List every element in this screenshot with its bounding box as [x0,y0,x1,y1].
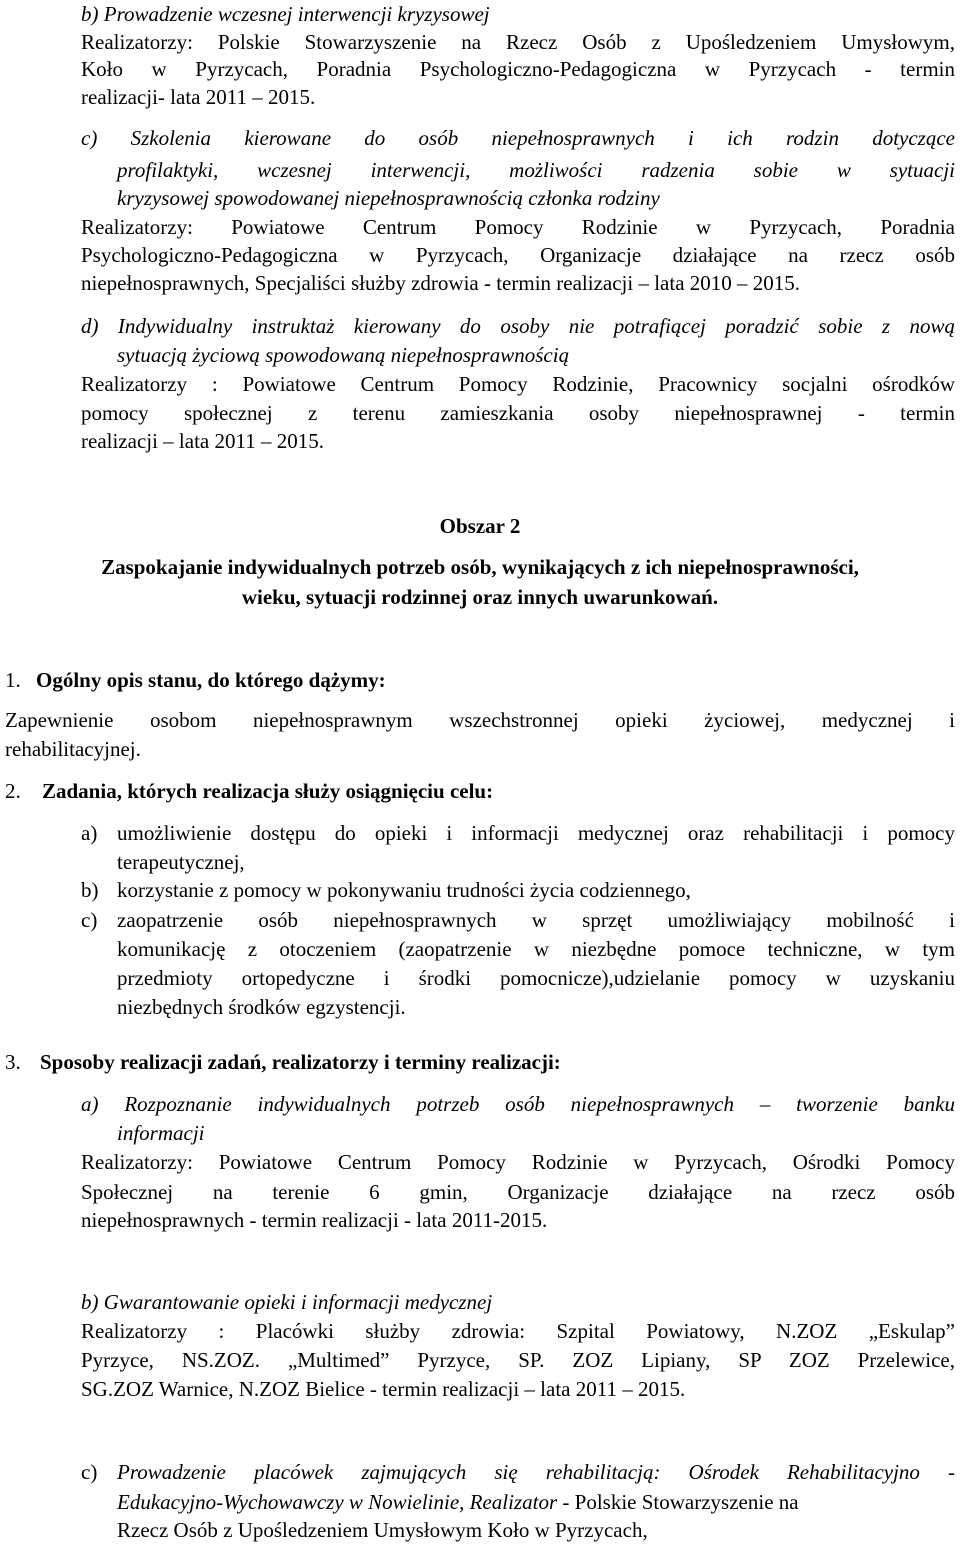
section-b-line-2: Koło w Pyrzycach, Poradnia Psychologiczno-Pedagogiczna w Pyrzycach - termin [81,57,955,81]
task-c-line [117,935,955,963]
method-b-line [81,1346,955,1374]
section-b-line-3: realizacji- lata 2011 – 2015. [81,85,316,109]
method-c-title-2: Edukacyjno-Wychowawczy w Nowielinie, Realizator [117,1490,558,1514]
point-2-heading-line [5,777,493,805]
section-b-line [81,28,955,56]
section-c-line-3: niepełnosprawnych, Specjaliści służby zdrowia - termin realizacji – lata 2010 – 2015. [81,271,801,295]
section-c-line-1: Realizatorzy: Powiatowe Centrum Pomocy Rodzinie w Pyrzycach, Poradnia [81,215,955,239]
task-c-text-1: zaopatrzenie osób niepełnosprawnych w sprzęt umożliwiający mobilność i [117,908,955,932]
method-b-line-3: SG.ZOZ Warnice, N.ZOZ Bielice - termin realizacji – lata 2011 – 2015. [81,1377,686,1401]
task-a-line [117,819,955,847]
section-d-title-1: d) Indywidualny instruktaż kierowany do osoby nie potrafiącej poradzić sobie z nową [81,314,955,338]
method-a-title-line [81,1090,955,1118]
task-c-line [117,964,955,992]
section-d-line-2: pomocy społecznej z terenu zamieszkania osoby niepełnosprawnej - termin [81,401,955,425]
method-b-line-2: Pyrzyce, NS.ZOZ. „Multimed” Pyrzyce, SP. ZOZ Lipiany, SP ZOZ Przelewice, [81,1348,955,1372]
section-d-line [81,399,955,427]
task-c-text-2: komunikację z otoczeniem (zaopatrzenie w niezbędne pomoce techniczne, w tym [117,937,955,961]
task-b-marker: b) [81,878,99,902]
section-c-title-1: c) Szkolenia kierowane do osób niepełnosprawnych i ich rodzin dotyczące [81,126,955,150]
section-c-title-line [117,156,955,184]
method-c-title-1: Prowadzenie placówek zajmujących się rehabilitacją: Ośrodek Rehabilitacyjno - [117,1460,955,1484]
method-a-title-1: a) Rozpoznanie indywidualnych potrzeb osób niepełnosprawnych – tworzenie banku [81,1092,955,1116]
task-a-text-2: terapeutycznej, [117,850,245,874]
area-heading: Obszar 2 [439,514,521,538]
section-c-title-line [81,124,955,152]
section-c-line-2: Psychologiczno-Pedagogiczna w Pyrzycach, Organizacje działające na rzecz osób [81,243,955,267]
point-2-heading: Zadania, których realizacja służy osiągnięciu celu: [42,779,494,803]
method-c-marker: c) [81,1460,98,1484]
method-c-line-2-tail: - Polskie Stowarzyszenie na [557,1490,799,1514]
method-a-line [81,1178,955,1206]
point-3-number: 3. [5,1050,21,1074]
method-c-title-line [117,1458,955,1486]
section-d-line-1: Realizatorzy : Powiatowe Centrum Pomocy Rodzinie, Pracownicy socjalni ośrodków [81,372,955,396]
method-b-line-1: Realizatorzy : Placówki służby zdrowia: Szpital Powiatowy, N.ZOZ „Eskulap” [81,1319,955,1343]
method-a-line-2: Społecznej na terenie 6 gmin, Organizacje działające na rzecz osób [81,1180,955,1204]
area-subtitle-2: wieku, sytuacji rodzinnej oraz innych uwarunkowań. [241,585,719,609]
point-1-heading: Ogólny opis stanu, do którego dążymy: [36,668,386,692]
task-c-text-3: przedmioty ortopedyczne i środki pomocnicze),udzielanie pomocy w uzyskaniu [117,966,955,990]
method-b-title: b) Gwarantowanie opieki i informacji medycznej [81,1290,493,1314]
task-a-text-1: umożliwienie dostępu do opieki i informacji medycznej oraz rehabilitacji i pomocy [117,821,955,845]
point-3-heading: Sposoby realizacji zadań, realizatorzy i terminy realizacji: [40,1050,561,1074]
task-c-line [117,906,955,934]
section-b-line [81,55,955,83]
area-subtitle-1: Zaspokajanie indywidualnych potrzeb osób, wynikających z ich niepełnosprawności, [101,555,859,579]
point-1-heading-line [5,666,386,694]
section-b-line-1: Realizatorzy: Polskie Stowarzyszenie na Rzecz Osób z Upośledzeniem Umysłowym, [81,30,955,54]
point-3-heading-line [5,1048,561,1076]
task-b-text-1: korzystanie z pomocy w pokonywaniu trudności życia codziennego, [117,878,691,902]
point-1-text-1: Zapewnienie osobom niepełnosprawnym wszechstronnej opieki życiowej, medycznej i [5,708,955,732]
method-a-line [81,1148,955,1176]
point-1-text-2: rehabilitacyjnej. [5,737,141,761]
point-1-number: 1. [5,668,21,692]
section-c-line [81,241,955,269]
section-c-line [81,213,955,241]
section-b-title: b) Prowadzenie wczesnej interwencji kryzysowej [81,2,490,26]
method-a-title-2: informacji [117,1121,205,1145]
task-a-marker: a) [81,821,98,845]
method-a-line-3: niepełnosprawnych - termin realizacji - lata 2011-2015. [81,1208,548,1232]
method-b-line [81,1317,955,1345]
section-d-title-2: sytuacją życiową spowodowaną niepełnosprawnością [117,343,570,367]
section-d-line [81,370,955,398]
section-d-title-line [81,312,955,340]
point-1-text-line [5,706,955,734]
method-c-line-2 [117,1488,799,1516]
point-2-number: 2. [5,779,21,803]
section-c-title-3: kryzysowej spowodowanej niepełnosprawnością członka rodziny [117,186,660,210]
section-d-line-3: realizacji – lata 2011 – 2015. [81,429,324,453]
task-c-text-4: niezbędnych środków egzystencji. [117,995,406,1019]
task-c-marker: c) [81,908,98,932]
section-c-title-2: profilaktyki, wczesnej interwencji, możliwości radzenia sobie w sytuacji [117,158,955,182]
method-a-line-1: Realizatorzy: Powiatowe Centrum Pomocy Rodzinie w Pyrzycach, Ośrodki Pomocy [81,1150,955,1174]
method-c-line-3: Rzecz Osób z Upośledzeniem Umysłowym Koło w Pyrzycach, [117,1518,648,1542]
